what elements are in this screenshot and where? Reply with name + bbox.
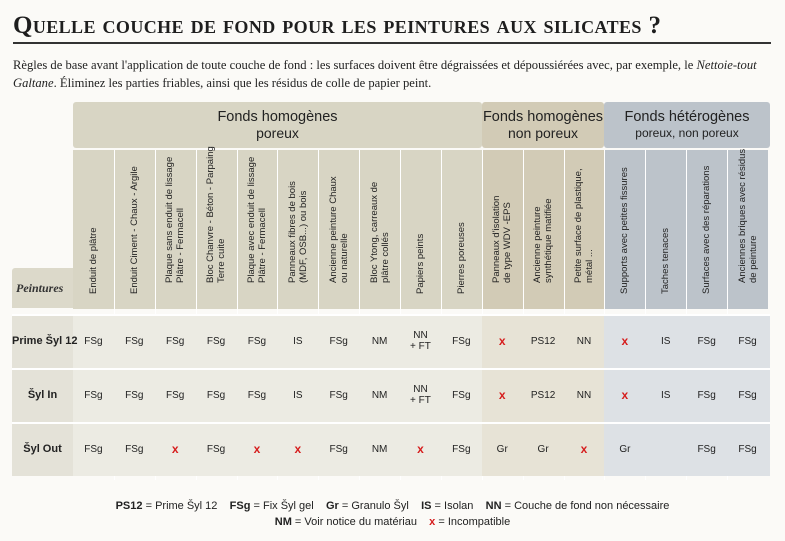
legend-meaning: Isolan <box>444 500 474 512</box>
table-cell: PS12 <box>530 336 556 347</box>
table-cell: FSg <box>206 390 226 401</box>
legend-meaning: Couche de fond non nécessaire <box>514 500 670 512</box>
intro-text-end: . Éliminez les parties friables, ainsi que les résidus de colle de papier peint. <box>53 76 432 90</box>
table-cell: IS <box>661 390 671 401</box>
column-header-line: Terre cuite <box>216 238 228 283</box>
product-name: Nettoie-tout Galtane <box>13 58 757 90</box>
table-cell: FSg <box>452 336 471 347</box>
incompatible-mark: x <box>621 334 629 348</box>
table-cell: Gr <box>619 444 631 455</box>
table-cell: NN <box>576 390 592 401</box>
table-cell-line: + FT <box>410 341 431 352</box>
group-title: Fonds hétérogènes <box>624 109 750 125</box>
column-header <box>686 150 727 309</box>
column-header-label <box>328 176 350 283</box>
legend-line-1: PS12 = Prime Šyl 12 FSg = Fix Šyl gel Gr = Granulo Šyl IS = Isolan NN = Couche de fond non nécessaire <box>115 500 670 512</box>
legend-meaning: Voir notice du matériau <box>304 516 417 528</box>
row-label: Prime Šyl 12 <box>12 335 78 347</box>
column-header-line: Enduit Ciment - Chaux - Argile <box>128 166 140 294</box>
column-header-line: Plâtre - Fermacell <box>175 208 187 283</box>
column-header-line: de peinture <box>747 235 759 283</box>
row-label: Šyl In <box>27 389 58 401</box>
table-cell: NN <box>576 336 592 347</box>
incompatible-mark: x <box>294 442 302 456</box>
column-header <box>482 150 523 309</box>
table-cell: Gr <box>496 444 508 455</box>
column-header <box>73 150 114 309</box>
group-title: Fonds homogènes <box>217 109 338 125</box>
table-cell: IS <box>293 390 303 401</box>
legend-code: PS12 <box>115 500 143 512</box>
table-cell: FSg <box>329 390 348 401</box>
column-header <box>727 150 768 309</box>
legend-code: IS <box>421 500 432 512</box>
row-divider <box>12 368 770 370</box>
column-header-line: Taches tenaces <box>660 227 672 294</box>
row-label: Šyl Out <box>23 443 62 455</box>
column-header <box>196 146 237 309</box>
column-header-line: Plaque sans enduit de lissage <box>164 156 176 283</box>
legend-code: NM <box>274 516 292 528</box>
table-cell: FSg <box>125 444 144 455</box>
legend-code: Gr <box>325 500 339 512</box>
table-cell: FSg <box>166 336 185 347</box>
legend-line-2: NM = Voir notice du matériau x = Incompatible <box>274 516 511 528</box>
table-cell: FSg <box>329 336 348 347</box>
table-cell-line: NN <box>413 384 428 395</box>
table-cell: FSg <box>125 390 144 401</box>
group-subtitle: poreux, non poreux <box>635 126 739 140</box>
corner-cell <box>12 268 73 308</box>
column-header-label <box>287 181 309 283</box>
intro-paragraph <box>13 56 778 92</box>
column-header-line: Plâtre - Fermacell <box>256 208 268 283</box>
incompatible-mark: x <box>498 334 506 348</box>
column-header-line: métal ... <box>583 249 595 283</box>
column-header <box>604 150 645 309</box>
group-header-homogenes-poreux <box>73 102 482 148</box>
column-header-line: Petite surface de plastique, <box>572 168 584 283</box>
group-subtitle: poreux <box>256 125 299 141</box>
table-cell: FSg <box>125 336 144 347</box>
incompatible-mark: x <box>580 442 588 456</box>
column-header <box>237 150 278 309</box>
column-header <box>441 150 482 309</box>
column-header <box>318 150 359 309</box>
table-cell: FSg <box>697 444 716 455</box>
column-header-label <box>164 157 186 283</box>
column-header-line: Anciennes briques avec résidus <box>736 148 748 283</box>
legend-meaning: Prime Šyl 12 <box>155 500 218 512</box>
table-cell: FSg <box>738 390 757 401</box>
column-header-label <box>532 199 554 284</box>
column-header-label <box>660 228 671 294</box>
column-header <box>564 150 605 309</box>
column-header-line: Surfaces avec des réparations <box>701 165 713 294</box>
table-cell-line: + FT <box>410 395 431 406</box>
column-header-line: Ancienne peinture Chaux <box>327 176 339 283</box>
table-cell: FSg <box>247 390 267 401</box>
incompatible-mark: x <box>621 388 629 402</box>
column-header-label <box>491 196 513 283</box>
legend-code-incompatible: x <box>429 516 436 528</box>
row-divider <box>12 314 770 316</box>
table-cell: PS12 <box>530 390 556 401</box>
column-header-label <box>88 227 99 294</box>
column-header-line: plâtre collés <box>379 232 391 283</box>
table-cell <box>400 384 441 406</box>
column-header <box>400 150 441 309</box>
table-cell: FSg <box>697 390 716 401</box>
column-header-line: synthétique matifiée <box>543 198 555 283</box>
table-cell <box>400 330 441 352</box>
column-header-label <box>737 149 759 283</box>
intro-text: Règles de base avant l'application de toute couche de fond : les surfaces doivent être dégraissées et dépoussiérées avec, par exemple, le <box>13 58 697 72</box>
table-cell: FSg <box>738 336 757 347</box>
table-cell: FSg <box>247 336 267 347</box>
column-header-line: Pierres poreuses <box>455 222 467 294</box>
table-cell: FSg <box>84 390 103 401</box>
incompatible-mark: x <box>498 388 506 402</box>
column-header-line: Panneaux d'isolation <box>491 195 503 283</box>
table-cell: FSg <box>84 444 103 455</box>
column-header <box>359 150 400 309</box>
column-header-label <box>619 167 630 294</box>
group-title: Fonds homogènes <box>482 109 604 125</box>
column-header <box>114 150 155 309</box>
column-header-line: Plaque avec enduit de lissage <box>245 156 257 283</box>
column-header-line: Bloc Chanvre - Béton - Parpaing <box>205 146 217 283</box>
legend-code: NN <box>485 500 502 512</box>
column-header-label <box>415 234 426 294</box>
column-header-line: (MDF, OSB...) ou bois <box>297 190 309 283</box>
column-header-line: Enduit de plâtre <box>87 227 99 294</box>
column-header-label <box>573 168 595 283</box>
column-header-label <box>205 146 227 283</box>
table-cell: FSg <box>206 336 226 347</box>
legend-meaning: Fix Šyl gel <box>262 500 314 512</box>
column-header <box>645 150 686 309</box>
row-divider <box>12 422 770 424</box>
column-header <box>523 150 564 309</box>
table-cell: NM <box>371 390 388 401</box>
column-header-line: Supports avec petites fissures <box>619 167 631 294</box>
column-header-line: Ancienne peinture <box>532 206 544 283</box>
column-header-label <box>369 182 391 283</box>
group-subtitle: non poreux <box>507 125 579 141</box>
column-header-line: Panneaux fibres de bois <box>286 181 298 283</box>
legend-meaning: Granulo Šyl <box>351 500 409 512</box>
table-cell: IS <box>661 336 671 347</box>
table-cell: NM <box>371 336 388 347</box>
legend-meaning: Incompatible <box>447 516 511 528</box>
column-header-line: de type WDV -EPS <box>502 202 514 283</box>
table-cell: FSg <box>84 336 103 347</box>
table-cell: FSg <box>329 444 348 455</box>
column-header-line: ou naturelle <box>338 233 350 283</box>
column-header-label <box>246 157 268 283</box>
group-header-homogenes-non-poreux <box>482 102 604 148</box>
table-cell: FSg <box>738 444 757 455</box>
legend-code: FSg <box>229 500 251 512</box>
column-header-line: Bloc Ytong, carreaux de <box>368 181 380 283</box>
table-cell: FSg <box>452 390 471 401</box>
title-rule <box>13 42 771 44</box>
column-header-label <box>456 222 467 294</box>
column-header-label <box>701 166 712 294</box>
incompatible-mark: x <box>171 442 179 456</box>
corner-label: Peintures <box>16 281 64 295</box>
incompatible-mark: x <box>253 442 261 456</box>
table-cell: FSg <box>206 444 226 455</box>
table-cell-line: NN <box>413 330 428 341</box>
table-cell: Gr <box>537 444 549 455</box>
table-cell: FSg <box>452 444 471 455</box>
table-cell: FSg <box>166 390 185 401</box>
column-header <box>277 150 318 309</box>
table-cell: FSg <box>697 336 716 347</box>
group-header-heterogenes <box>604 102 770 148</box>
column-header-line: Papiers peints <box>414 233 426 294</box>
table-cell: IS <box>293 336 303 347</box>
page-title: Quelle couche de fond pour les peintures aux silicates ? <box>13 12 662 39</box>
column-header <box>155 150 196 309</box>
incompatible-mark: x <box>417 442 424 456</box>
table-cell: NM <box>371 444 388 455</box>
column-header-label <box>129 166 140 294</box>
